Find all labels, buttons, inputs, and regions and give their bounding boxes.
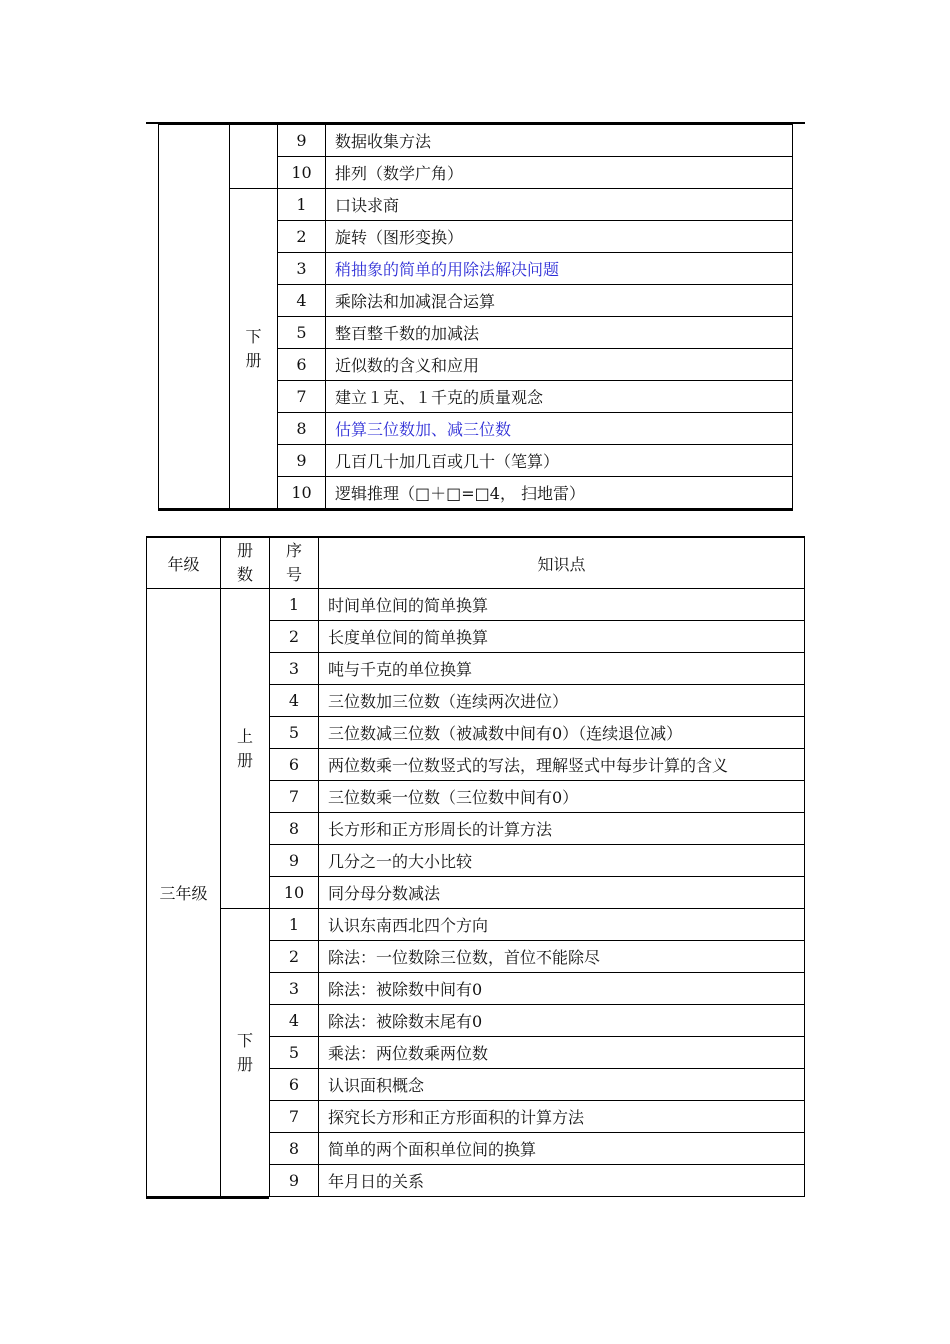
header-volume	[221, 538, 270, 589]
volume-label-text: 下 册	[245, 326, 262, 370]
topic-cell: 除法：被除数中间有0	[319, 973, 805, 1005]
volume-label-text: 上 册	[236, 726, 253, 770]
seq-number: 2	[270, 621, 319, 653]
table2-bottom-rule	[146, 1197, 269, 1199]
volume-cell-empty	[230, 125, 278, 189]
seq-number: 1	[278, 189, 326, 221]
seq-number: 3	[278, 253, 326, 285]
topic-cell: 认识面积概念	[319, 1069, 805, 1101]
topic-cell: 认识东南西北四个方向	[319, 909, 805, 941]
topic-cell: 年月日的关系	[319, 1165, 805, 1197]
seq-number: 9	[278, 125, 326, 157]
seq-number: 5	[278, 317, 326, 349]
topic-cell: 长度单位间的简单换算	[319, 621, 805, 653]
grade-cell-empty	[159, 125, 230, 509]
seq-number: 5	[270, 1037, 319, 1069]
seq-number: 10	[278, 477, 326, 509]
table-row	[147, 589, 805, 621]
topic-cell: 两位数乘一位数竖式的写法，理解竖式中每步计算的含义	[319, 749, 805, 781]
topic-cell: 三位数减三位数（被减数中间有0）（连续退位减）	[319, 717, 805, 749]
topic-cell: 三位数乘一位数（三位数中间有0）	[319, 781, 805, 813]
seq-number: 1	[270, 589, 319, 621]
seq-number: 7	[270, 781, 319, 813]
table-row	[159, 125, 793, 157]
topic-cell: 整百整千数的加减法	[326, 317, 793, 349]
topic-cell: 乘除法和加减混合运算	[326, 285, 793, 317]
topic-cell: 三位数加三位数（连续两次进位）	[319, 685, 805, 717]
header-volume-text: 册 数	[236, 541, 253, 584]
seq-number: 9	[270, 845, 319, 877]
topic-cell: 排列（数学广角）	[326, 157, 793, 189]
seq-number: 4	[278, 285, 326, 317]
seq-number: 3	[270, 973, 319, 1005]
topic-cell: 建立１克、１千克的质量观念	[326, 381, 793, 413]
table-row	[147, 909, 805, 941]
header-grade: 年级	[147, 538, 221, 589]
seq-number: 7	[270, 1101, 319, 1133]
topic-cell-highlighted: 稍抽象的简单的用除法解决问题	[326, 253, 793, 285]
topic-cell: 旋转（图形变换）	[326, 221, 793, 253]
volume-label-lower	[230, 189, 278, 509]
topic-cell: 时间单位间的简单换算	[319, 589, 805, 621]
seq-number: 9	[278, 445, 326, 477]
volume-label-lower	[221, 909, 270, 1197]
header-seq	[270, 538, 319, 589]
header-seq-text: 序 号	[285, 541, 302, 584]
header-row	[147, 538, 805, 589]
table1-bottom-rule	[158, 509, 793, 511]
topic-cell: 探究长方形和正方形面积的计算方法	[319, 1101, 805, 1133]
seq-number: 4	[270, 1005, 319, 1037]
seq-number: 6	[270, 1069, 319, 1101]
seq-number: 6	[270, 749, 319, 781]
table2-grade-three	[146, 537, 805, 1197]
seq-number: 8	[270, 813, 319, 845]
topic-cell: 近似数的含义和应用	[326, 349, 793, 381]
table-row	[159, 189, 793, 221]
topic-cell: 除法：被除数末尾有0	[319, 1005, 805, 1037]
seq-number: 2	[270, 941, 319, 973]
topic-cell: 口诀求商	[326, 189, 793, 221]
seq-number: 10	[278, 157, 326, 189]
table1-continued	[158, 124, 793, 509]
seq-number: 8	[270, 1133, 319, 1165]
seq-number: 9	[270, 1165, 319, 1197]
topic-cell: 吨与千克的单位换算	[319, 653, 805, 685]
seq-number: 10	[270, 877, 319, 909]
seq-number: 1	[270, 909, 319, 941]
seq-number: 5	[270, 717, 319, 749]
header-topic: 知识点	[319, 538, 805, 589]
volume-label-upper	[221, 589, 270, 909]
seq-number: 6	[278, 349, 326, 381]
seq-number: 3	[270, 653, 319, 685]
topic-cell: 同分母分数减法	[319, 877, 805, 909]
topic-cell: 简单的两个面积单位间的换算	[319, 1133, 805, 1165]
topic-cell: 几百几十加几百或几十（笔算）	[326, 445, 793, 477]
topic-cell: 数据收集方法	[326, 125, 793, 157]
seq-number: 4	[270, 685, 319, 717]
topic-cell-highlighted: 估算三位数加、减三位数	[326, 413, 793, 445]
topic-cell: 几分之一的大小比较	[319, 845, 805, 877]
topic-cell: 除法：一位数除三位数，首位不能除尽	[319, 941, 805, 973]
topic-cell: 乘法：两位数乘两位数	[319, 1037, 805, 1069]
seq-number: 2	[278, 221, 326, 253]
grade-cell: 三年级	[147, 589, 221, 1197]
seq-number: 7	[278, 381, 326, 413]
seq-number: 8	[278, 413, 326, 445]
topic-cell: 长方形和正方形周长的计算方法	[319, 813, 805, 845]
volume-label-text: 下 册	[236, 1030, 253, 1074]
topic-cell: 逻辑推理（□＋□=□4， 扫地雷）	[326, 477, 793, 509]
